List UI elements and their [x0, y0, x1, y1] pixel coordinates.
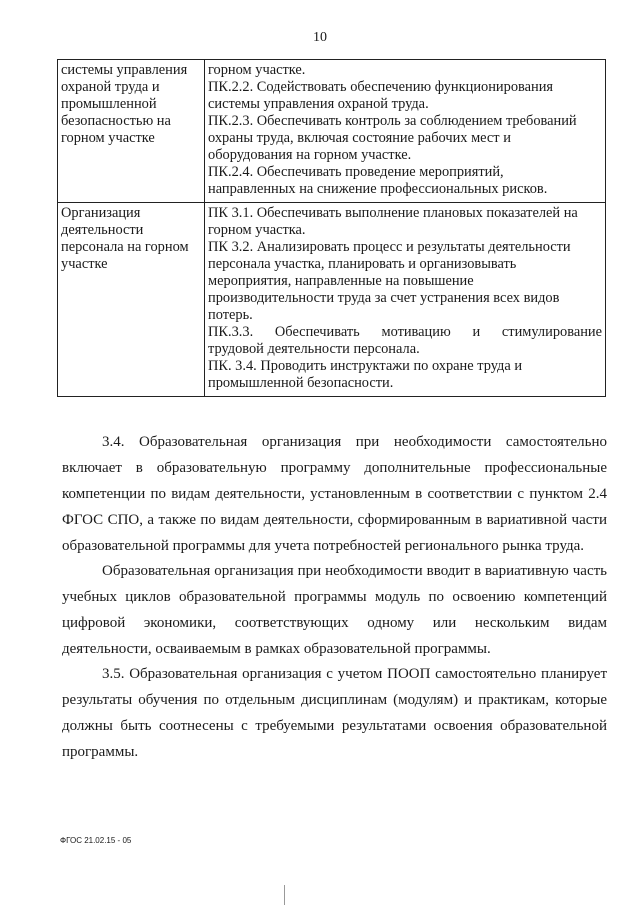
- paragraph-digital-economy: [62, 558, 607, 662]
- paragraph-line: образовательной программы для учета потребностей регионального рынка труда.: [62, 538, 585, 554]
- table-cell-line: системы управления: [61, 62, 188, 78]
- competencies-cell: [205, 203, 606, 397]
- activity-area-cell: [58, 203, 205, 397]
- table-cell-line: трудовой деятельности персонала.: [208, 341, 420, 357]
- paragraph-line: 3.5. Образовательная организация с учетом ПООП самостоятельно планирует: [102, 666, 607, 682]
- table-cell-line: направленных на снижение профессиональных рисков.: [208, 181, 548, 197]
- table-cell-line: безопасностью на: [61, 113, 171, 129]
- paragraph-line: 3.4. Образовательная организация при необходимости самостоятельно: [102, 434, 607, 450]
- table-cell-line: ПК.2.3. Обеспечивать контроль за соблюдением требований: [208, 113, 577, 129]
- table-cell-line: ПК.3.3. Обеспечивать мотивацию и стимулирование: [208, 324, 602, 340]
- table-cell-line: мероприятия, направленные на повышение: [208, 273, 474, 289]
- table-row: [58, 203, 606, 397]
- table-cell-line: производительности труда за счет устранения всех видов: [208, 290, 560, 306]
- table-cell-line: ПК 3.2. Анализировать процесс и результаты деятельности: [208, 239, 571, 255]
- table-cell-line: системы управления охраной труда.: [208, 96, 429, 112]
- scan-edge-mark: [284, 885, 285, 905]
- paragraph-line: программы.: [62, 744, 139, 760]
- table-cell-line: горном участка.: [208, 222, 306, 238]
- paragraph-line: должны быть соотнесены с требуемыми результатами освоения образовательной: [62, 718, 607, 734]
- table-cell-line: горном участке.: [208, 62, 306, 78]
- paragraph-3-4: [62, 429, 607, 559]
- activity-area-cell: [58, 60, 205, 203]
- paragraph-line: включает в образовательную программу дополнительные профессиональные: [62, 460, 607, 476]
- table-cell-line: охраны труда, включая состояние рабочих мест и: [208, 130, 511, 146]
- paragraph-line: учебных циклов образовательной программы модуль по освоению компетенций: [62, 589, 607, 605]
- competencies-cell: [205, 60, 606, 203]
- table-cell-line: персонала участка, планировать и организовывать: [208, 256, 517, 272]
- table-cell-line: персонала на горном: [61, 239, 189, 255]
- table-cell-line: охраной труда и: [61, 79, 160, 95]
- table-cell-line: ПК 3.1. Обеспечивать выполнение плановых показателей на: [208, 205, 578, 221]
- table-cell-line: потерь.: [208, 307, 253, 323]
- document-code-footer: ФГОС 21.02.15 - 05: [60, 836, 132, 845]
- table-cell-line: промышленной: [61, 96, 157, 112]
- table-cell-line: оборудования на горном участке.: [208, 147, 412, 163]
- table-cell-line: промышленной безопасности.: [208, 375, 394, 391]
- table-cell-line: ПК. 3.4. Проводить инструктажи по охране труда и: [208, 358, 523, 374]
- paragraph-line: ФГОС СПО, а также по видам деятельности, сформированным в вариативной части: [62, 512, 607, 528]
- page-number: 10: [313, 30, 327, 45]
- table-cell-line: деятельности: [61, 222, 144, 238]
- paragraph-line: компетенции по видам деятельности, установленным в соответствии с пунктом 2.4: [62, 486, 607, 502]
- paragraph-line: деятельности, осваиваемым в рамках образовательной программы.: [62, 641, 491, 657]
- table-cell-line: горном участке: [61, 130, 155, 146]
- table-cell-line: Организация: [61, 205, 141, 221]
- paragraph-line: цифровой экономики, соответствующих одному или нескольким видам: [62, 615, 607, 631]
- table-row: [58, 60, 606, 203]
- table-cell-line: ПК.2.4. Обеспечивать проведение мероприятий,: [208, 164, 504, 180]
- competency-table: [57, 59, 606, 397]
- paragraph-line: Образовательная организация при необходимости вводит в вариативную часть: [102, 563, 607, 579]
- table-cell-line: ПК.2.2. Содействовать обеспечению функционирования: [208, 79, 554, 95]
- paragraph-line: результаты обучения по отдельным дисциплинам (модулям) и практикам, которые: [62, 692, 607, 708]
- table-cell-line: участке: [61, 256, 108, 272]
- paragraph-3-5: [62, 661, 607, 765]
